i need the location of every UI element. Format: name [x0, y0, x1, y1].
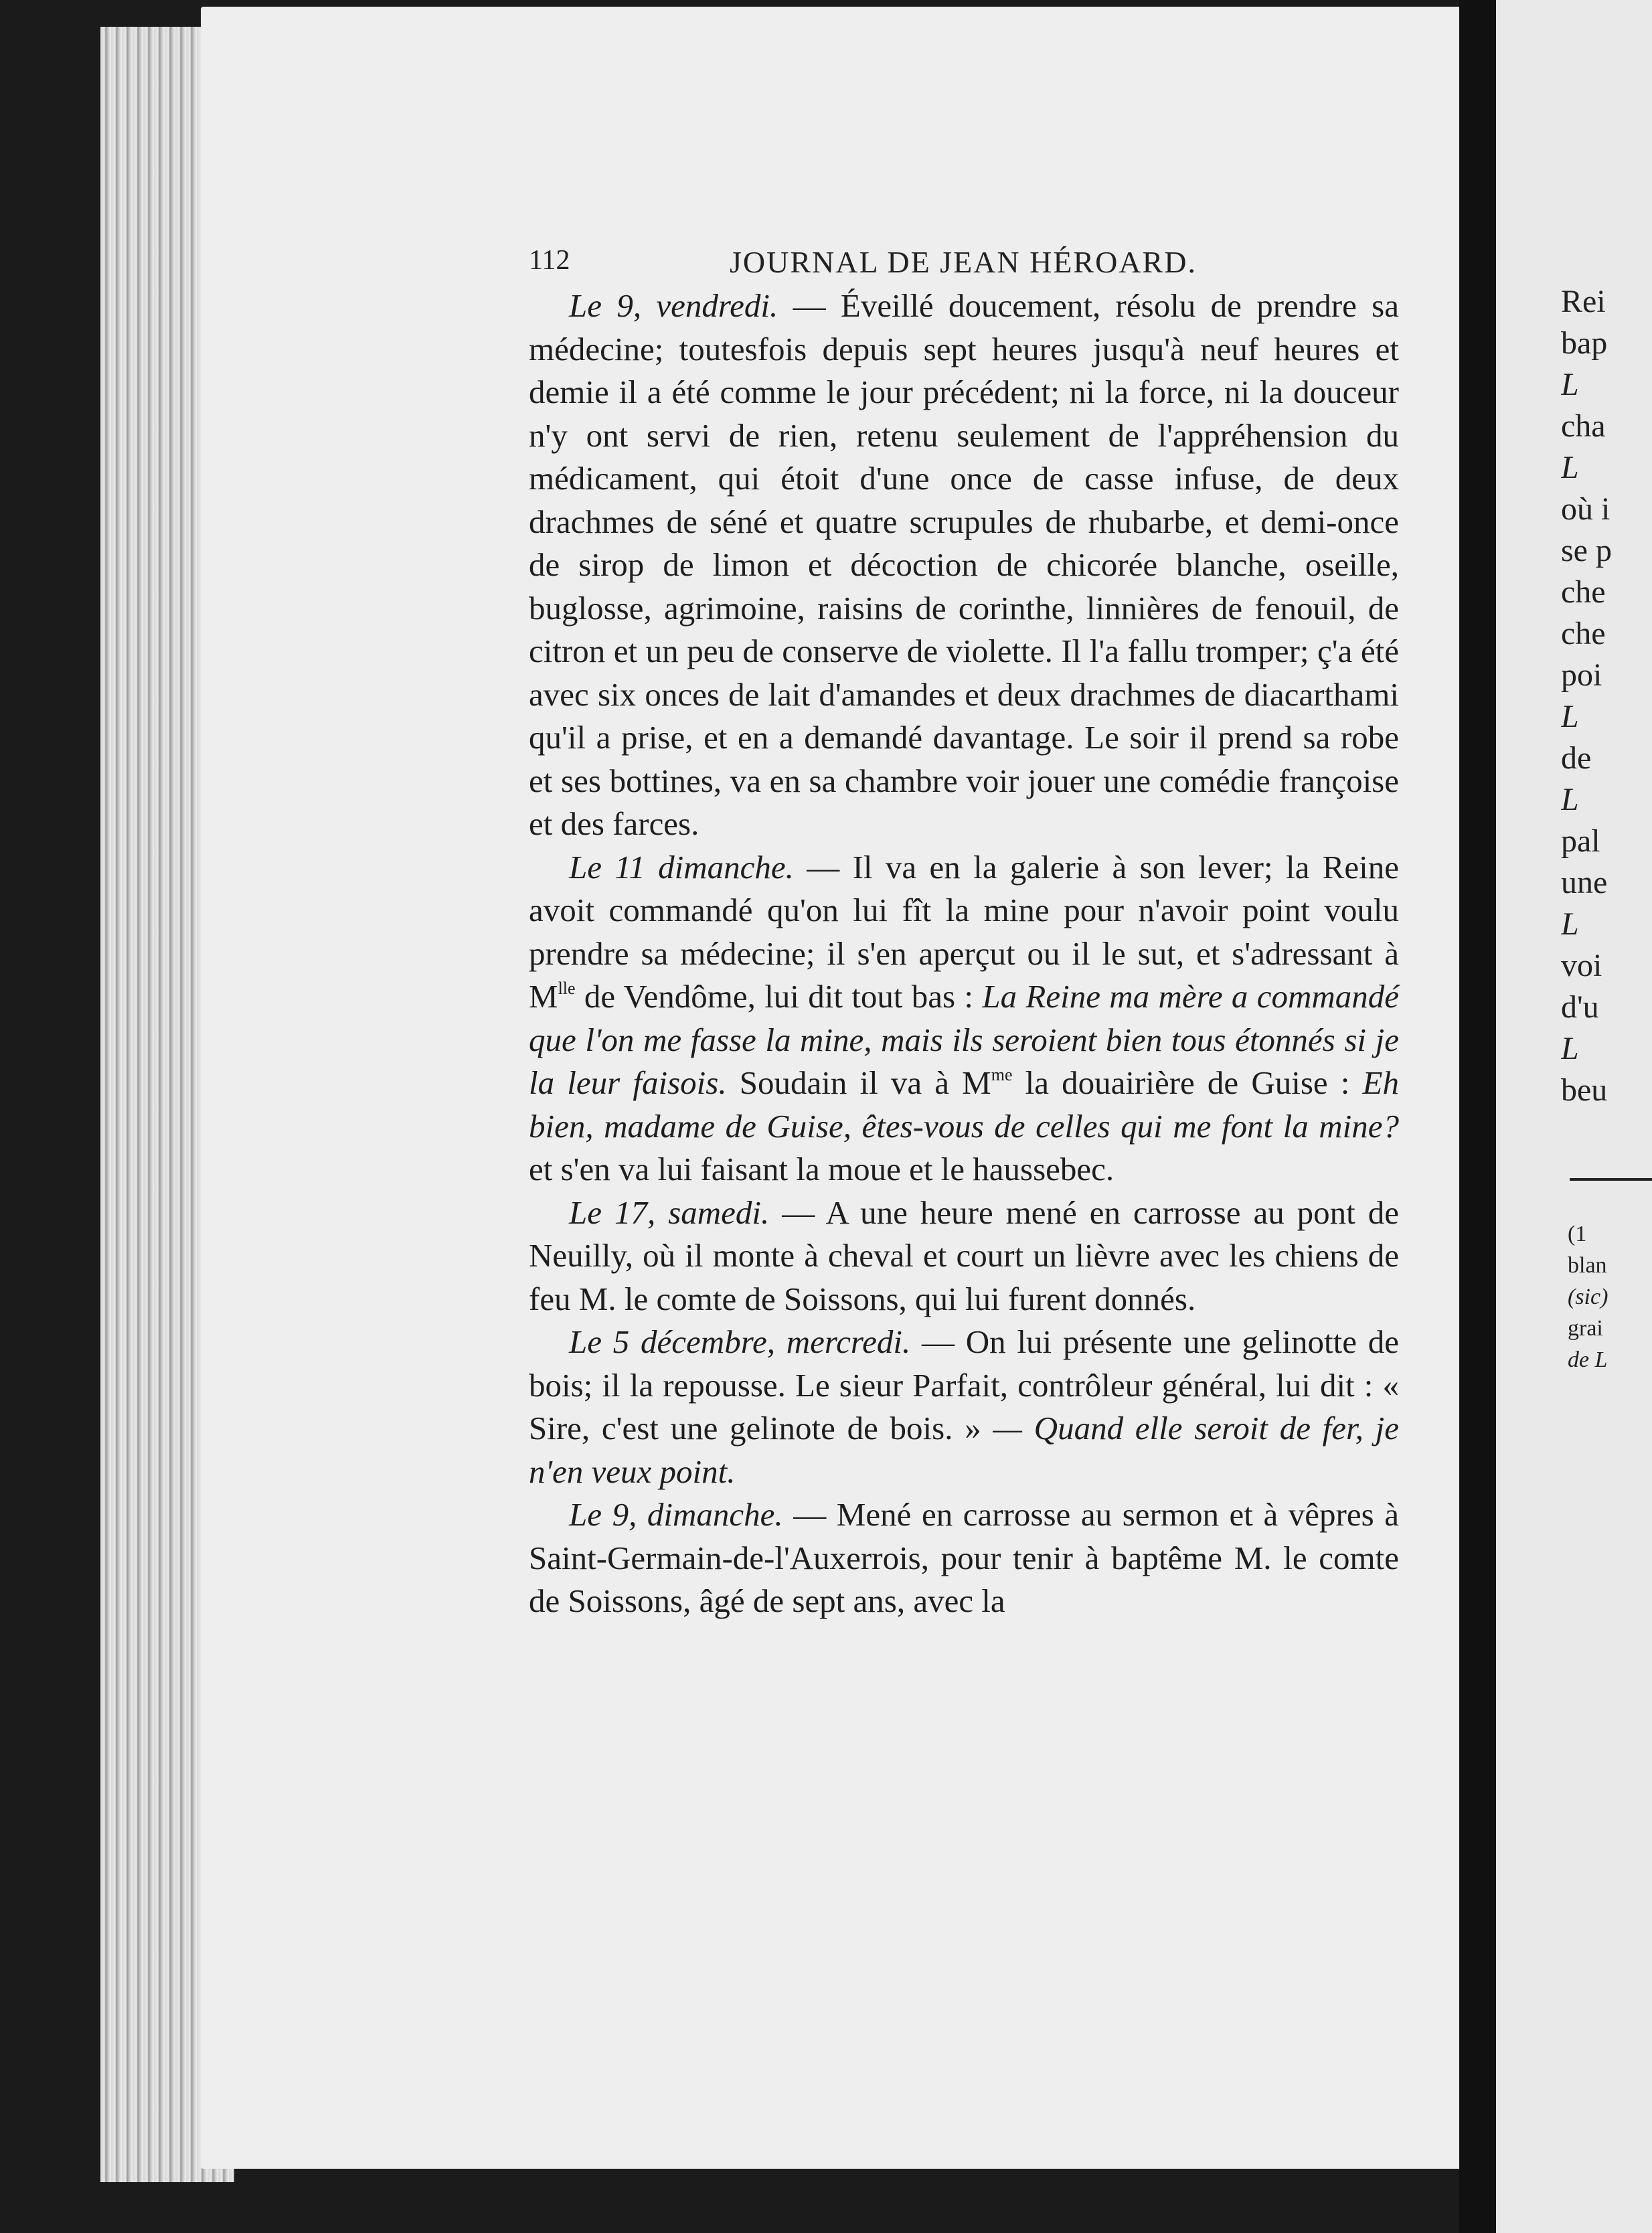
entry-text: — Mené en carrosse au sermon et à vêpres à Saint-Germain-de-l'Auxerrois, pour tenir à baptême M. le comte de Soissons, âgé de sept ans, avec la: [529, 1496, 1399, 1619]
entry-date: Le 11 dimanche.: [569, 848, 794, 886]
quoted-speech: — Quand elle seroit de fer, je n'en veux point.: [529, 1410, 1399, 1490]
page-number: 112: [529, 245, 570, 276]
facing-line: che: [1561, 616, 1606, 651]
facing-line: L: [1561, 450, 1579, 485]
entry-paragraph: [529, 1191, 1399, 1321]
entry-text: de Vendôme, lui dit tout bas :: [575, 978, 983, 1015]
entry-text: et s'en va lui faisant la moue et le haussebec.: [529, 1151, 1114, 1187]
facing-line: beu: [1561, 1072, 1608, 1108]
facing-line: d'u: [1561, 989, 1599, 1025]
entry-text: — A une heure mené en carrosse au pont de Neuilly, où il monte à cheval et court un lièvre avec les chiens de feu M. le comte de Soissons, qui lui furent donnés.: [529, 1193, 1399, 1317]
facing-line: L: [1561, 1031, 1579, 1066]
facing-line: cha: [1561, 408, 1606, 444]
facing-line: où i: [1561, 491, 1610, 527]
entry-date: Le 5 décembre, mercredi.: [569, 1323, 911, 1360]
facing-line: pal: [1561, 823, 1600, 859]
facing-page-footnotes: [1568, 1218, 1652, 1376]
entry-date: Le 17, samedi.: [569, 1193, 770, 1231]
quoted-speech: La Reine ma mère a commandé que l'on me fasse la mine, mais ils seroient bien tous étonnés si je la leur faisois.: [529, 978, 1399, 1101]
superscript: lle: [558, 979, 576, 998]
facing-line: L: [1561, 367, 1579, 402]
body-text: [529, 284, 1399, 1623]
entry-date: Le 9, dimanche.: [569, 1496, 783, 1533]
entry-text: — Il va en la galerie à son lever; la Reine avoit commandé qu'on lui fît la mine pour n'avoir point voulu prendre sa médecine; il s'en aperçut ou il le sut, et s'adressant à M: [529, 848, 1399, 1015]
entry-paragraph: [529, 1321, 1399, 1493]
entry-paragraph: [529, 1493, 1399, 1623]
facing-line: une: [1561, 865, 1608, 900]
superscript: me: [991, 1065, 1013, 1084]
book-gutter: [1459, 0, 1499, 2233]
entry-paragraph: [529, 284, 1399, 846]
facing-page-text: [1561, 281, 1652, 1111]
running-title: JOURNAL DE JEAN HÉROARD.: [730, 245, 1197, 279]
footnote-line: (sic): [1568, 1285, 1608, 1309]
facing-line: L: [1561, 782, 1579, 817]
entry-text: — On lui présente une gelinotte de bois; il la repousse. Le sieur Parfait, contrôleur général, lui dit : « Sire, c'est une gelinote de bois. »: [529, 1323, 1399, 1446]
entry-date: Le 9, vendredi.: [569, 287, 778, 324]
footnote-line: de L: [1568, 1347, 1608, 1372]
facing-line: L: [1561, 906, 1579, 942]
facing-line: poi: [1561, 657, 1602, 693]
facing-line: Rei: [1561, 284, 1606, 319]
entry-text: la douairière de Guise :: [1012, 1064, 1363, 1101]
entry-text: — Éveillé doucement, résolu de prendre sa médecine; toutesfois depuis sept heures jusqu'à neuf heures et demie il a été comme le jour précédent; ni la force, ni la douceur n'y ont servi de rien, retenu seulement de l'appréhension du médicament, qui étoit d'une once de casse infuse, de deux drachmes de séné et quatre scrupules de rhubarbe, et demi-once de sirop de limon et décoction de chicorée blanche, oseille, buglosse, agrimoine, raisins de corinthe, linnières de fenouil, de citron et un peu de conserve de violette. Il l'a fallu tromper; ç'a été avec six onces de lait d'amandes et deux drachmes de diacarthami qu'il a prise, et en a demandé davantage. Le soir il prend sa robe et ses bottines, va en sa chambre voir jouer une comédie françoise et des farces.: [529, 287, 1399, 842]
footnote-rule: [1570, 1178, 1652, 1181]
footnote-line: (1: [1568, 1222, 1587, 1246]
facing-line: L: [1561, 699, 1579, 734]
quoted-speech: Eh bien, madame de Guise, êtes-vous de celles qui me font la mine?: [529, 1064, 1399, 1145]
entry-paragraph: [529, 846, 1399, 1191]
facing-line: de: [1561, 740, 1592, 776]
facing-line: che: [1561, 574, 1606, 610]
footnote-line: blan: [1568, 1253, 1607, 1278]
facing-line: voi: [1561, 948, 1602, 983]
entry-text: Soudain il va à M: [726, 1064, 991, 1101]
facing-line: bap: [1561, 325, 1608, 361]
footnote-line: grai: [1568, 1316, 1603, 1341]
facing-line: se p: [1561, 533, 1612, 568]
